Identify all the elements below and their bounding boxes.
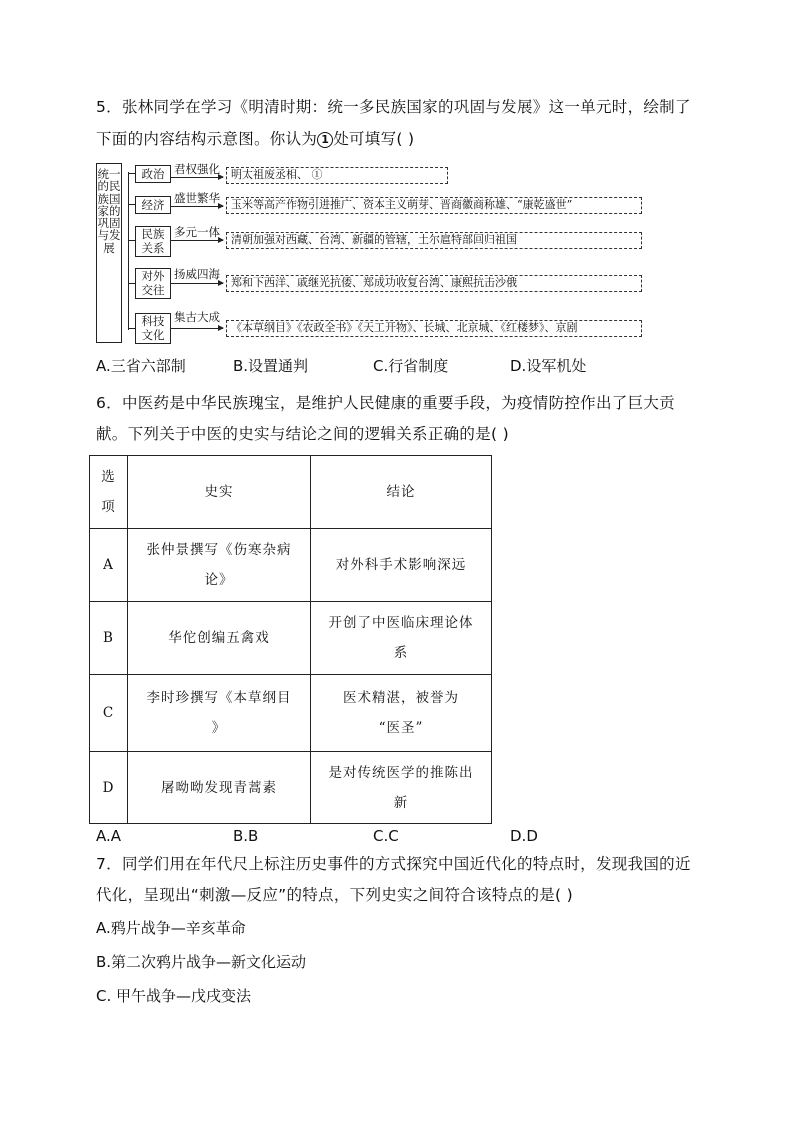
diagram-content-box: 《本草纲目》《农政全书》《天工开物》、长城、北京城、《红楼梦》、京剧: [226, 320, 642, 337]
table-cell-fact: 李时珍撰写《本草纲目 》: [128, 675, 311, 752]
table-header-cell: 史实: [128, 456, 311, 529]
diagram-slogan: 盛世繁华: [174, 191, 220, 205]
diagram-arrow: [171, 177, 223, 178]
table-row: [90, 675, 492, 752]
diagram-connector: [128, 328, 135, 329]
diagram-category: 科技 文化: [135, 313, 171, 344]
diagram-category: 政治: [135, 165, 171, 183]
diagram-connector: [128, 173, 135, 174]
q5-option-d[interactable]: D.设军机处: [510, 357, 587, 375]
diagram-slogan: 扬威四海: [174, 267, 220, 281]
table-cell-conclusion: 是对传统医学的推陈出 新: [311, 752, 492, 824]
q6-option-c[interactable]: C.C: [373, 827, 399, 845]
q5-option-a[interactable]: A.三省六部制: [96, 357, 186, 375]
diagram-arrow: [171, 240, 223, 241]
table-cell-option: A: [90, 529, 128, 602]
diagram-content-box: 清朝加强对西藏、台湾、新疆的管辖，土尔扈特部回归祖国: [226, 232, 642, 249]
diagram-content-box: 玉米等高产作物引进推广、资本主义萌芽、晋商徽商称雄、“康乾盛世”: [226, 197, 642, 214]
q7-option-c[interactable]: C. 甲午战争—戊戌变法: [96, 987, 252, 1005]
table-cell-fact: 屠呦呦发现青蒿素: [128, 752, 311, 824]
table-row: [90, 529, 492, 602]
q7-option-a[interactable]: A.鸦片战争—辛亥革命: [96, 919, 246, 937]
diagram-arrow: [171, 206, 223, 207]
table-cell-conclusion: 对外科手术影响深远: [311, 529, 492, 602]
table-row: [90, 752, 492, 824]
q5-stem-line2-post: 处可填写( ): [333, 130, 415, 148]
q6-stem-line1: 6．中医药是中华民族瑰宝，是维护人民健康的重要手段，为疫情防控作出了巨大贡: [96, 394, 675, 412]
diagram-content-box: 明太祖废丞相、 ①: [226, 167, 448, 184]
table-header-row: [90, 456, 492, 529]
diagram-connector: [128, 204, 135, 205]
table-cell-fact: 华佗创编五禽戏: [128, 602, 311, 675]
q7-option-b[interactable]: B.第二次鸦片战争—新文化运动: [96, 953, 307, 971]
diagram-connector: [128, 283, 135, 284]
table-cell-option: D: [90, 752, 128, 824]
diagram-category: 经济: [135, 196, 171, 214]
q6-option-a[interactable]: A.A: [96, 827, 122, 845]
table-cell-conclusion: 开创了中医临床理论体 系: [311, 602, 492, 675]
table-row: [90, 602, 492, 675]
q5-stem-line1: 5．张林同学在学习《明清时期：统一多民族国家的巩固与发展》这一单元时，绘制了: [96, 98, 691, 116]
circled-number: 1: [317, 132, 333, 148]
q7-stem-line1: 7．同学们用在年代尺上标注历史事件的方式探究中国近代化的特点时，发现我国的近: [96, 855, 691, 873]
table-cell-conclusion: 医术精湛，被誉为 “医圣”: [311, 675, 492, 752]
diagram-category: 民族 关系: [135, 226, 171, 257]
q7-stem-line2: 代化，呈现出“刺激—反应”的特点，下列史实之间符合该特点的是( ): [96, 886, 573, 904]
table-cell-fact: 张仲景撰写《伤寒杂病 论》: [128, 529, 311, 602]
q5-stem-line2: [96, 128, 414, 150]
table-cell-option: C: [90, 675, 128, 752]
table-header-cell: 结论: [311, 456, 492, 529]
diagram-connector: [128, 240, 135, 241]
diagram-category: 对外 交往: [135, 268, 171, 299]
q5-stem-line2-pre: 下面的内容结构示意图。你认为: [96, 130, 318, 148]
q6-option-d[interactable]: D.D: [510, 827, 538, 845]
diagram-arrow: [171, 283, 223, 284]
diagram-arrow: [171, 328, 223, 329]
diagram-slogan: 君权强化: [174, 162, 220, 176]
q5-option-b[interactable]: B.设置通判: [233, 357, 309, 375]
diagram-content-box: 郑和下西洋、戚继光抗倭、郑成功收复台湾、康熙抗击沙俄: [226, 275, 642, 292]
diagram-title-box: [96, 163, 122, 343]
diagram-slogan: 集古大成: [174, 310, 220, 324]
q5-option-c[interactable]: C.行省制度: [373, 357, 449, 375]
q6-table: [89, 455, 492, 824]
diagram-slogan: 多元一体: [174, 225, 220, 239]
q6-option-b[interactable]: B.B: [233, 827, 259, 845]
table-header-cell: 选 项: [90, 456, 128, 529]
q6-stem-line2: 献。下列关于中医的史实与结论之间的逻辑关系正确的是( ): [96, 425, 509, 443]
diagram-title: 统一的民族国家的巩固与发展: [97, 167, 121, 255]
table-cell-option: B: [90, 602, 128, 675]
